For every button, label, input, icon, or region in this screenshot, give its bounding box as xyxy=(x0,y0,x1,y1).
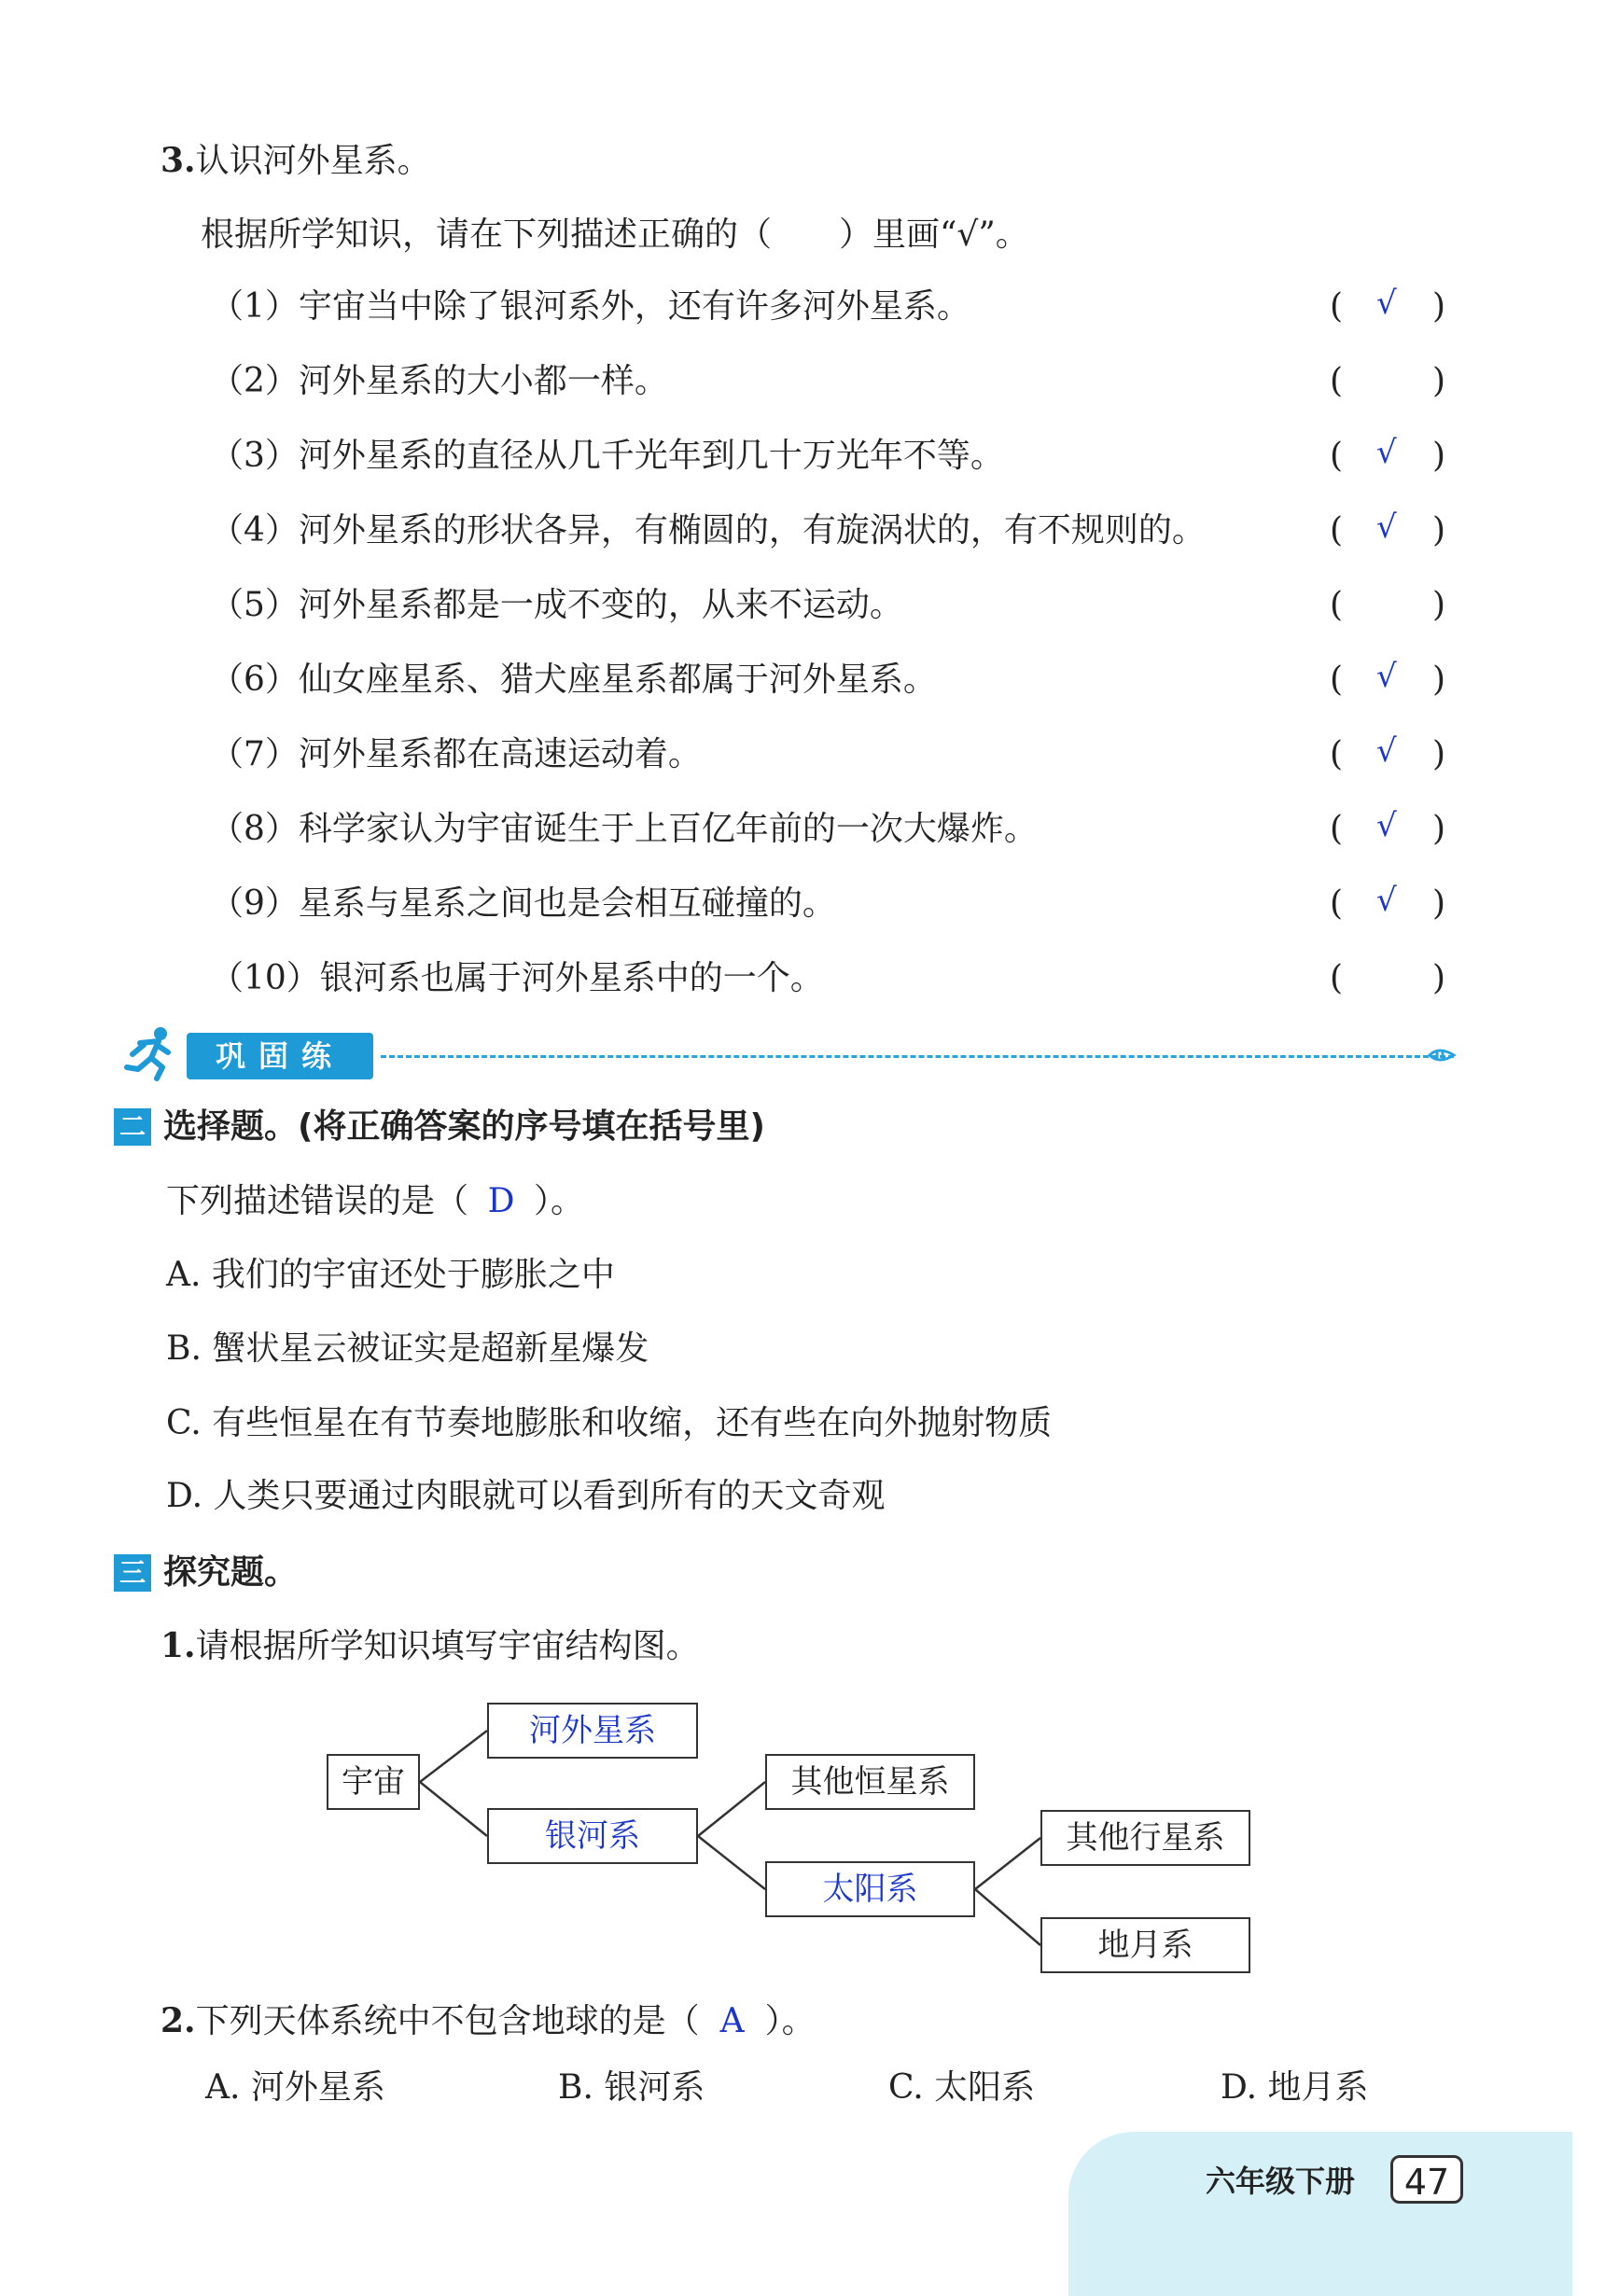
sec3-q1-text: 请根据所学知识填写宇宙结构图。 xyxy=(195,1627,700,1665)
sec2-option-a: A. 我们的宇宙还处于膨胀之中 xyxy=(166,1256,615,1294)
q3-item-label: （1）宇宙当中除了银河系外，还有许多河外星系。 xyxy=(210,287,970,326)
answer-paren-close: ) xyxy=(1432,661,1446,699)
section2-badge: 二 xyxy=(114,1108,151,1146)
sec2-question-text: 下列描述错误的是（ xyxy=(166,1182,469,1220)
q3-item-answer: √ xyxy=(1376,732,1397,770)
footer-background xyxy=(1068,2132,1572,2296)
node-other-planets: 其他行星系 xyxy=(1040,1810,1250,1866)
node-other-stars: 其他恒星系 xyxy=(765,1754,975,1810)
q3-title: 认识河外星系。 xyxy=(195,142,431,180)
banner-label: 巩固练 xyxy=(187,1033,373,1079)
answer-paren-close: ) xyxy=(1432,884,1446,923)
sec2-option-b: B. 蟹状星云被证实是超新星爆发 xyxy=(166,1329,649,1368)
node-earth-moon: 地月系 xyxy=(1040,1917,1250,1973)
sec3-q2-option-d: D. 地月系 xyxy=(1221,2068,1369,2107)
sec3-q2-text: 下列天体系统中不包含地球的是（ xyxy=(195,2002,700,2040)
answer-paren-close: ) xyxy=(1432,735,1446,773)
q3-item-label: （9）星系与星系之间也是会相互碰撞的。 xyxy=(210,884,836,923)
answer-paren-open: ( xyxy=(1330,437,1344,475)
sec3-q2 xyxy=(160,1998,816,2044)
sec3-q2-option-b: B. 银河系 xyxy=(558,2068,705,2107)
node-milky-way: 银河系 xyxy=(487,1808,698,1864)
answer-paren-open: ( xyxy=(1330,884,1344,923)
q3-number: 3. xyxy=(160,141,196,180)
sec2-answer: D xyxy=(487,1182,515,1220)
answer-paren-close: ) xyxy=(1432,362,1446,400)
q3-instruction: 根据所学知识，请在下列描述正确的（ ）里画“√”。 xyxy=(201,216,1029,254)
answer-paren-close: ) xyxy=(1432,586,1446,624)
q3-item-label: （3）河外星系的直径从几千光年到几十万光年不等。 xyxy=(210,437,1004,475)
sec3-q2-option-c: C. 太阳系 xyxy=(888,2068,1036,2107)
sec3-q2-option-a: A. 河外星系 xyxy=(205,2068,385,2107)
q3-item-label: （6）仙女座星系、猎犬座星系都属于河外星系。 xyxy=(210,661,937,699)
q3-item-label: （5）河外星系都是一成不变的，从来不运动。 xyxy=(210,586,903,624)
footer-grade: 六年级下册 xyxy=(1206,2164,1356,2199)
q3-item-answer: √ xyxy=(1376,658,1397,695)
answer-paren-open: ( xyxy=(1330,661,1344,699)
sec3-q2-answer: A xyxy=(719,2002,745,2040)
q3-item-answer: √ xyxy=(1376,285,1397,322)
q3-item-answer: √ xyxy=(1376,508,1397,546)
answer-paren-open: ( xyxy=(1330,362,1344,400)
section3-badge: 三 xyxy=(114,1554,151,1592)
q3-item-label: （10）银河系也属于河外星系中的一个。 xyxy=(210,959,824,997)
node-other-galaxies: 河外星系 xyxy=(487,1703,698,1759)
q3-item-answer: √ xyxy=(1376,434,1397,471)
answer-paren-open: ( xyxy=(1330,586,1344,624)
section3-title: 探究题。 xyxy=(163,1553,299,1592)
answer-paren-close: ) xyxy=(1432,511,1446,550)
answer-paren-close: ) xyxy=(1432,810,1446,848)
answer-paren-close: ) xyxy=(1432,287,1446,326)
q3-item-label: （7）河外星系都在高速运动着。 xyxy=(210,735,702,773)
q3-item-label: （2）河外星系的大小都一样。 xyxy=(210,362,668,400)
q3-item-answer: √ xyxy=(1376,807,1397,844)
sec3-q2-end: ）。 xyxy=(764,2002,816,2040)
node-universe: 宇宙 xyxy=(327,1754,420,1810)
answer-paren-open: ( xyxy=(1330,735,1344,773)
answer-paren-close: ) xyxy=(1432,437,1446,475)
answer-paren-close: ) xyxy=(1432,959,1446,997)
answer-paren-open: ( xyxy=(1330,287,1344,326)
sec3-q2-number: 2. xyxy=(160,2001,196,2040)
node-solar-system: 太阳系 xyxy=(765,1861,975,1917)
q3-item-label: （8）科学家认为宇宙诞生于上百亿年前的一次大爆炸。 xyxy=(210,810,1038,848)
section2-title: 选择题。(将正确答案的序号填在括号里) xyxy=(163,1107,765,1146)
q3-item-answer: √ xyxy=(1376,882,1397,919)
sec2-option-d: D. 人类只要通过肉眼就可以看到所有的天文奇观 xyxy=(166,1477,886,1515)
q3-item-label: （4）河外星系的形状各异，有椭圆的，有旋涡状的，有不规则的。 xyxy=(210,511,1206,550)
sec2-option-c: C. 有些恒星在有节奏地膨胀和收缩，还有些在向外抛射物质 xyxy=(166,1404,1053,1442)
page-number: 47 xyxy=(1390,2155,1463,2204)
answer-paren-open: ( xyxy=(1330,810,1344,848)
sec3-q1-number: 1. xyxy=(160,1626,196,1665)
answer-paren-open: ( xyxy=(1330,511,1344,550)
answer-paren-open: ( xyxy=(1330,959,1344,997)
sec2-question-end: ）。 xyxy=(534,1182,585,1220)
